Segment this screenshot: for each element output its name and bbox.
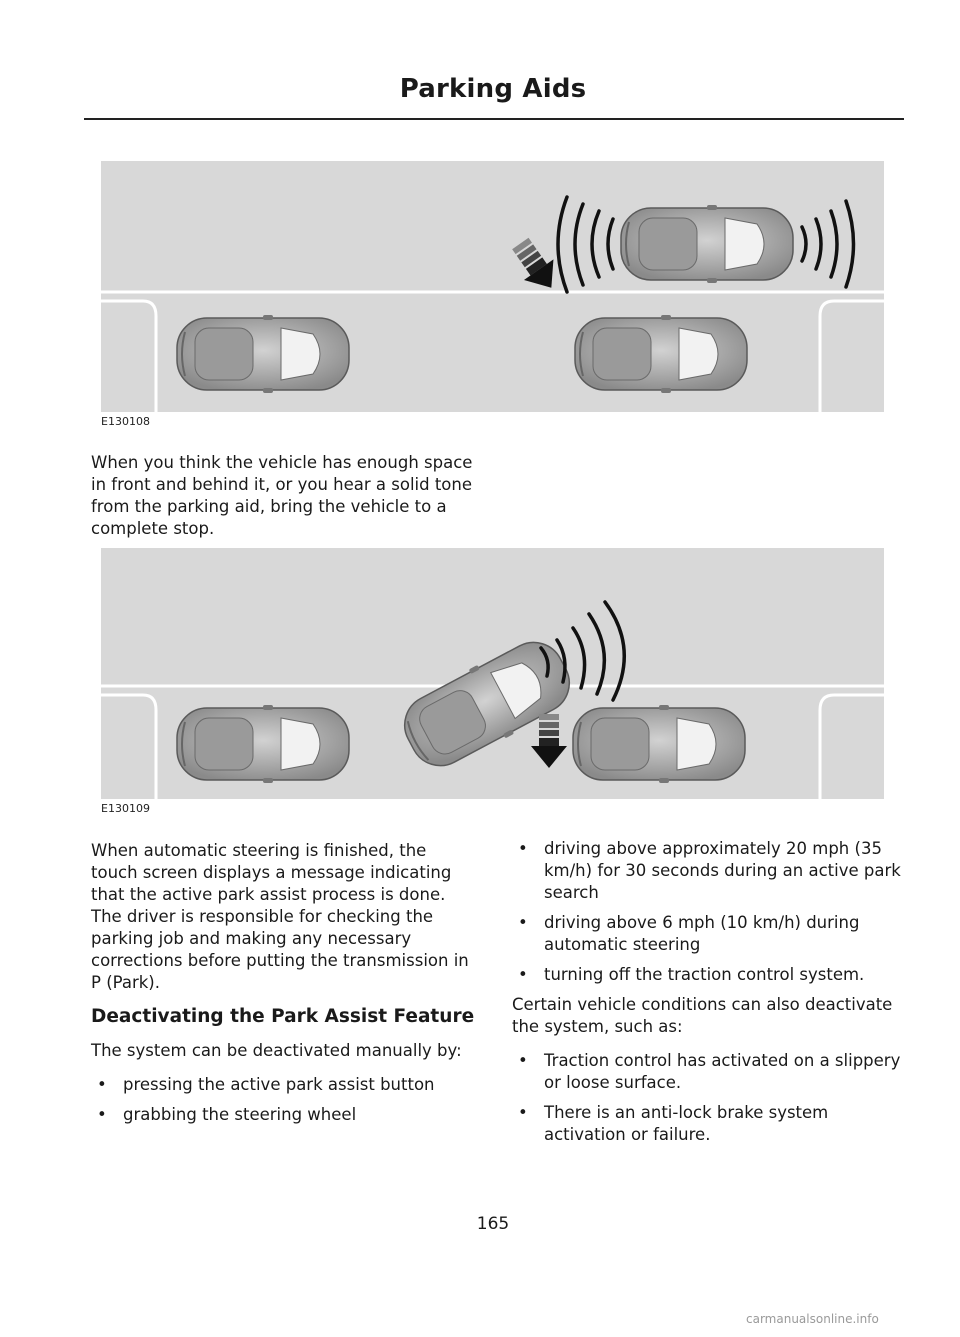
manual-deactivation-paragraph: The system can be deactivated manually by: [91, 1041, 462, 1060]
section-heading: Deactivating the Park Assist Feature [91, 1006, 475, 1027]
bullet-icon: • [518, 1051, 528, 1070]
watermark: carmanualsonline.info [746, 1312, 879, 1326]
list-item: • pressing the active park assist button [97, 1075, 435, 1094]
list-item: • turning off the traction control system. [518, 965, 865, 984]
intro-paragraph: When you think the vehicle has enough space in front and behind it, or you hear a solid tone from the parking aid, bring the vehicle to a complete stop. [91, 453, 473, 538]
figure-code: E130109 [101, 802, 150, 815]
page-number: 165 [476, 1214, 510, 1234]
reverse-arrow-icon [531, 714, 567, 768]
vehicle-conditions-list [512, 1050, 904, 1146]
bullet-icon: • [518, 913, 528, 932]
title-divider [84, 118, 904, 120]
figure-park-maneuver [101, 548, 884, 799]
parked-car-rear [177, 705, 349, 783]
bullet-icon: • [97, 1105, 107, 1124]
list-item: • There is an anti-lock brake system activation or failure. [518, 1103, 829, 1144]
list-item: • grabbing the steering wheel [97, 1105, 357, 1124]
bullet-icon: • [518, 965, 528, 984]
page-title: Parking Aids [399, 74, 587, 104]
list-item: • driving above 6 mph (10 km/h) during automatic steering [518, 913, 860, 954]
park-search-illustration [101, 161, 884, 412]
park-maneuver-illustration [101, 548, 884, 799]
parked-car-front [573, 705, 745, 783]
bullet-icon: • [97, 1075, 107, 1094]
figure-park-search [101, 161, 884, 412]
manual-deactivation-list [91, 1074, 477, 1126]
parked-car-front [575, 315, 747, 393]
left-column [91, 840, 477, 1134]
deactivation-conditions-list [512, 838, 904, 986]
searching-car [621, 205, 793, 283]
list-item: • driving above approximately 20 mph (35 km/h) for 30 seconds during an active park search [518, 839, 901, 902]
parked-car-rear [177, 315, 349, 393]
bullet-icon: • [518, 839, 528, 858]
list-item: • Traction control has activated on a slippery or loose surface. [518, 1051, 901, 1092]
vehicle-conditions-paragraph: Certain vehicle conditions can also deactivate the system, such as: [512, 995, 893, 1036]
bullet-icon: • [518, 1103, 528, 1122]
figure-code: E130108 [101, 415, 150, 428]
steering-finished-paragraph: When automatic steering is finished, the touch screen displays a message indicating that the active park assist process is done. The driver is responsible for checking the parking job and making any necessary corrections before putting the transmission in P (Park). [91, 841, 469, 992]
right-column [512, 838, 904, 1154]
